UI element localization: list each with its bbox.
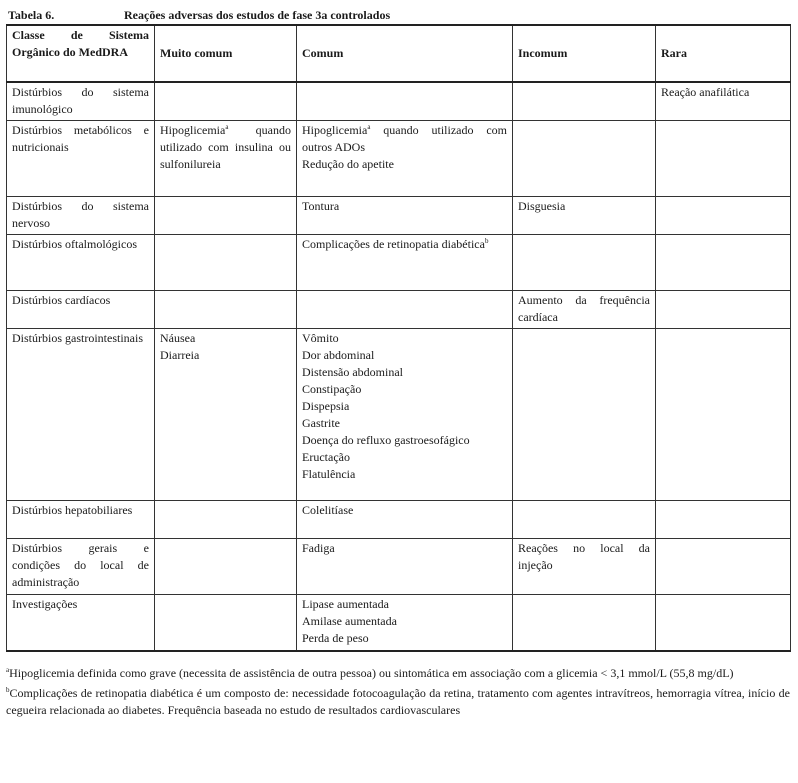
table-header-row <box>7 25 791 82</box>
cell-uncommon <box>513 197 656 235</box>
footnote-text: Complicações de retinopatia diabética é um composto de: necessidade fotocoagulação da retina, tratamento com agentes intravítreos, hemorragia vítrea, início de cegueira relacionada ao diabetes. Frequência baseada no estudo de resultados cardiovasculares <box>6 686 790 717</box>
reaction-item: Perda de peso <box>302 631 369 645</box>
reaction-qualifier: quando utilizado com insulina ou sulfonilureia <box>160 123 291 171</box>
reaction-item: Redução do apetite <box>302 157 394 171</box>
cell-common <box>297 539 513 595</box>
cell-class: Distúrbios do sistema imunológico <box>7 82 155 121</box>
cell-common <box>297 501 513 539</box>
cell-common <box>297 82 513 121</box>
cell-common <box>297 291 513 329</box>
cell-common <box>297 197 513 235</box>
header-very-common: Muito comum <box>155 25 297 82</box>
cell-uncommon <box>513 501 656 539</box>
table-row <box>7 82 791 121</box>
reaction-item <box>302 236 507 253</box>
cell-rare <box>656 235 791 291</box>
cell-common <box>297 235 513 291</box>
reaction-item: Tontura <box>302 199 340 213</box>
cell-class: Distúrbios oftalmológicos <box>7 235 155 291</box>
reaction-name: Hipoglicemia <box>160 123 226 137</box>
reaction-item: Náusea <box>160 331 196 345</box>
cell-common <box>297 121 513 197</box>
cell-very-common <box>155 291 297 329</box>
footnote-marker: b <box>6 686 10 694</box>
cell-rare <box>656 595 791 652</box>
cell-rare <box>656 291 791 329</box>
reaction-item: Colelitíase <box>302 503 354 517</box>
cell-rare <box>656 501 791 539</box>
reaction-item: Fadiga <box>302 541 335 555</box>
cell-class: Distúrbios gastrointestinais <box>7 329 155 501</box>
footnote-marker: a <box>6 666 10 674</box>
table-row <box>7 235 791 291</box>
header-class: Classe de Sistema Orgânico do MedDRA <box>7 25 155 82</box>
footnote-text: Hipoglicemia definida como grave (necessita de assistência de outra pessoa) ou sintomática em associação com a glicemia < 3,1 mmol/L (55,8 mg/dL) <box>9 666 734 680</box>
cell-class: Investigações <box>7 595 155 652</box>
table-row <box>7 197 791 235</box>
cell-common <box>297 329 513 501</box>
cell-rare <box>656 329 791 501</box>
cell-common <box>297 595 513 652</box>
reaction-item: Amilase aumentada <box>302 614 397 628</box>
cell-uncommon <box>513 329 656 501</box>
reaction-name: Hipoglicemia <box>302 123 368 137</box>
reaction-item: Doença do refluxo gastroesofágico <box>302 433 470 447</box>
table-caption <box>6 6 792 24</box>
table-number: Tabela 6. <box>8 8 55 22</box>
cell-class: Distúrbios gerais e condições do local de administração <box>7 539 155 595</box>
reaction-item: Lipase aumentada <box>302 597 389 611</box>
reaction-item: Reações no local da injeção <box>518 541 650 572</box>
footnotes <box>6 665 790 719</box>
reaction-item: Flatulência <box>302 467 356 481</box>
reaction-item: Dispepsia <box>302 399 350 413</box>
cell-class: Distúrbios metabólicos e nutricionais <box>7 121 155 197</box>
header-common: Comum <box>297 25 513 82</box>
reaction-qualifier: quando utilizado com outros ADOs <box>302 123 507 154</box>
cell-class: Distúrbios hepatobiliares <box>7 501 155 539</box>
reaction-item: Dor abdominal <box>302 348 375 362</box>
cell-very-common <box>155 82 297 121</box>
cell-very-common <box>155 235 297 291</box>
cell-rare <box>656 121 791 197</box>
header-uncommon: Incomum <box>513 25 656 82</box>
footnote-marker: a <box>367 123 371 131</box>
cell-uncommon <box>513 539 656 595</box>
reaction-item: Distensão abdominal <box>302 365 403 379</box>
cell-very-common <box>155 329 297 501</box>
footnote-marker: a <box>225 123 229 131</box>
table-row <box>7 595 791 652</box>
table-row <box>7 501 791 539</box>
cell-very-common <box>155 539 297 595</box>
cell-very-common <box>155 595 297 652</box>
cell-uncommon <box>513 235 656 291</box>
cell-very-common <box>155 121 297 197</box>
reaction-item <box>302 122 507 156</box>
reaction-name: Complicações de retinopatia diabética <box>302 237 485 251</box>
cell-rare <box>656 197 791 235</box>
header-rare: Rara <box>656 25 791 82</box>
reaction-item: Eructação <box>302 450 350 464</box>
cell-very-common <box>155 501 297 539</box>
cell-very-common <box>155 197 297 235</box>
cell-class: Distúrbios cardíacos <box>7 291 155 329</box>
cell-class: Distúrbios do sistema nervoso <box>7 197 155 235</box>
reaction-item: Gastrite <box>302 416 340 430</box>
footnote-a <box>6 665 790 682</box>
cell-uncommon <box>513 595 656 652</box>
adverse-reactions-table <box>6 24 791 652</box>
cell-uncommon <box>513 121 656 197</box>
cell-uncommon <box>513 82 656 121</box>
footnote-b <box>6 685 790 719</box>
footnote-marker: b <box>484 237 489 245</box>
reaction-item: Disguesia <box>518 199 566 213</box>
table-row <box>7 291 791 329</box>
table-title: Reações adversas dos estudos de fase 3a controlados <box>124 8 391 22</box>
cell-rare <box>656 82 791 121</box>
reaction-item: Constipação <box>302 382 362 396</box>
reaction-item: Reação anafilática <box>661 85 750 99</box>
reaction-item <box>160 122 291 173</box>
table-row <box>7 121 791 197</box>
table-row <box>7 539 791 595</box>
cell-rare <box>656 539 791 595</box>
reaction-item: Vômito <box>302 331 339 345</box>
cell-uncommon <box>513 291 656 329</box>
table-row <box>7 329 791 501</box>
reaction-item: Aumento da frequência cardíaca <box>518 293 650 324</box>
reaction-item: Diarreia <box>160 348 200 362</box>
